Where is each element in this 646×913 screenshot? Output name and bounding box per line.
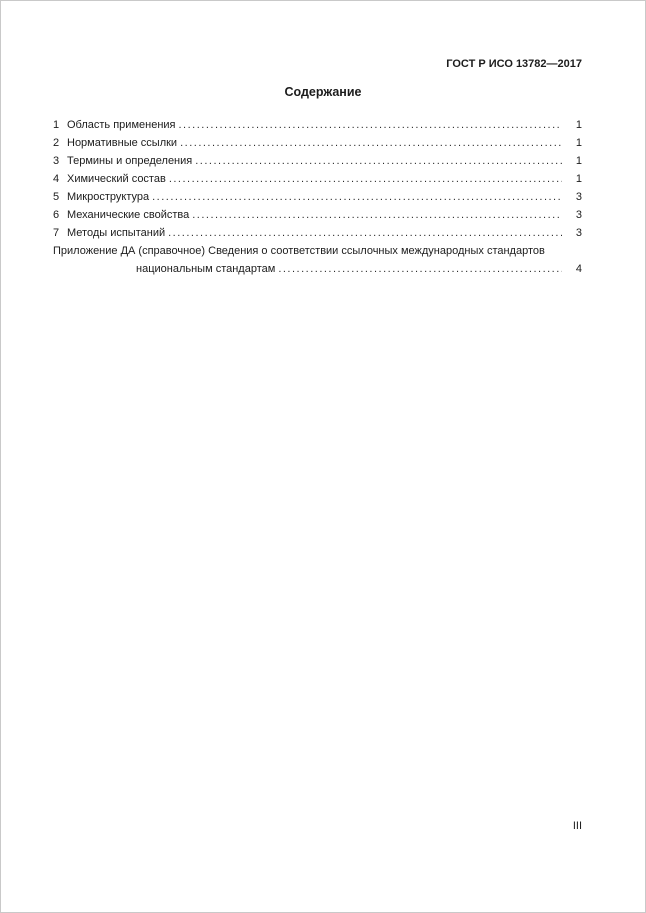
dot-leader [180,134,562,152]
toc-entry-label: Механические свойства [67,209,190,221]
toc-appendix-entry-line2 [136,260,582,278]
toc-entry [53,170,582,188]
toc-entry-number: 4 [53,173,60,185]
page-title: Содержание [284,85,362,99]
standard-number: ГОСТ Р ИСО 13782—2017 [446,58,582,70]
toc-appendix-entry-line1: Приложение ДА (справочное) Сведения о соответствии ссылочных международных стандартов [53,245,545,257]
toc-entry-number: 3 [53,155,60,167]
toc-entry-label: Микроструктура [67,191,150,203]
toc-entry-page: 1 [575,137,582,149]
dot-leader [278,260,562,278]
dot-leader [192,206,562,224]
toc-entry [53,224,582,242]
toc-entry-number: 1 [53,119,60,131]
dot-leader [169,170,562,188]
toc-entry-page: 3 [575,191,582,203]
toc-entry-page: 1 [575,119,582,131]
toc-entry [53,116,582,134]
dot-leader [168,224,562,242]
toc-entry-label: Методы испытаний [67,227,166,239]
toc-entry-page: 1 [575,173,582,185]
dot-leader [152,188,562,206]
toc-entry [53,134,582,152]
toc-entry-number: 6 [53,209,60,221]
table-of-contents [53,116,582,278]
toc-entry-label: Область применения [67,119,176,131]
toc-entry-page: 1 [575,155,582,167]
toc-entry-label: Химический состав [67,173,166,185]
page-number: III [572,820,582,832]
toc-entry-page: 3 [575,209,582,221]
toc-entry-page: 4 [575,263,582,275]
toc-entry-label: национальным стандартам [136,263,276,275]
toc-entry [53,152,582,170]
dot-leader [195,152,562,170]
toc-entry-label: Нормативные ссылки [67,137,178,149]
dot-leader [179,116,563,134]
toc-entry-page: 3 [575,227,582,239]
toc-entry-number: 5 [53,191,60,203]
toc-entry [53,206,582,224]
toc-entry-number: 7 [53,227,60,239]
toc-entry-number: 2 [53,137,60,149]
toc-entry [53,188,582,206]
toc-entry-label: Термины и определения [67,155,193,167]
